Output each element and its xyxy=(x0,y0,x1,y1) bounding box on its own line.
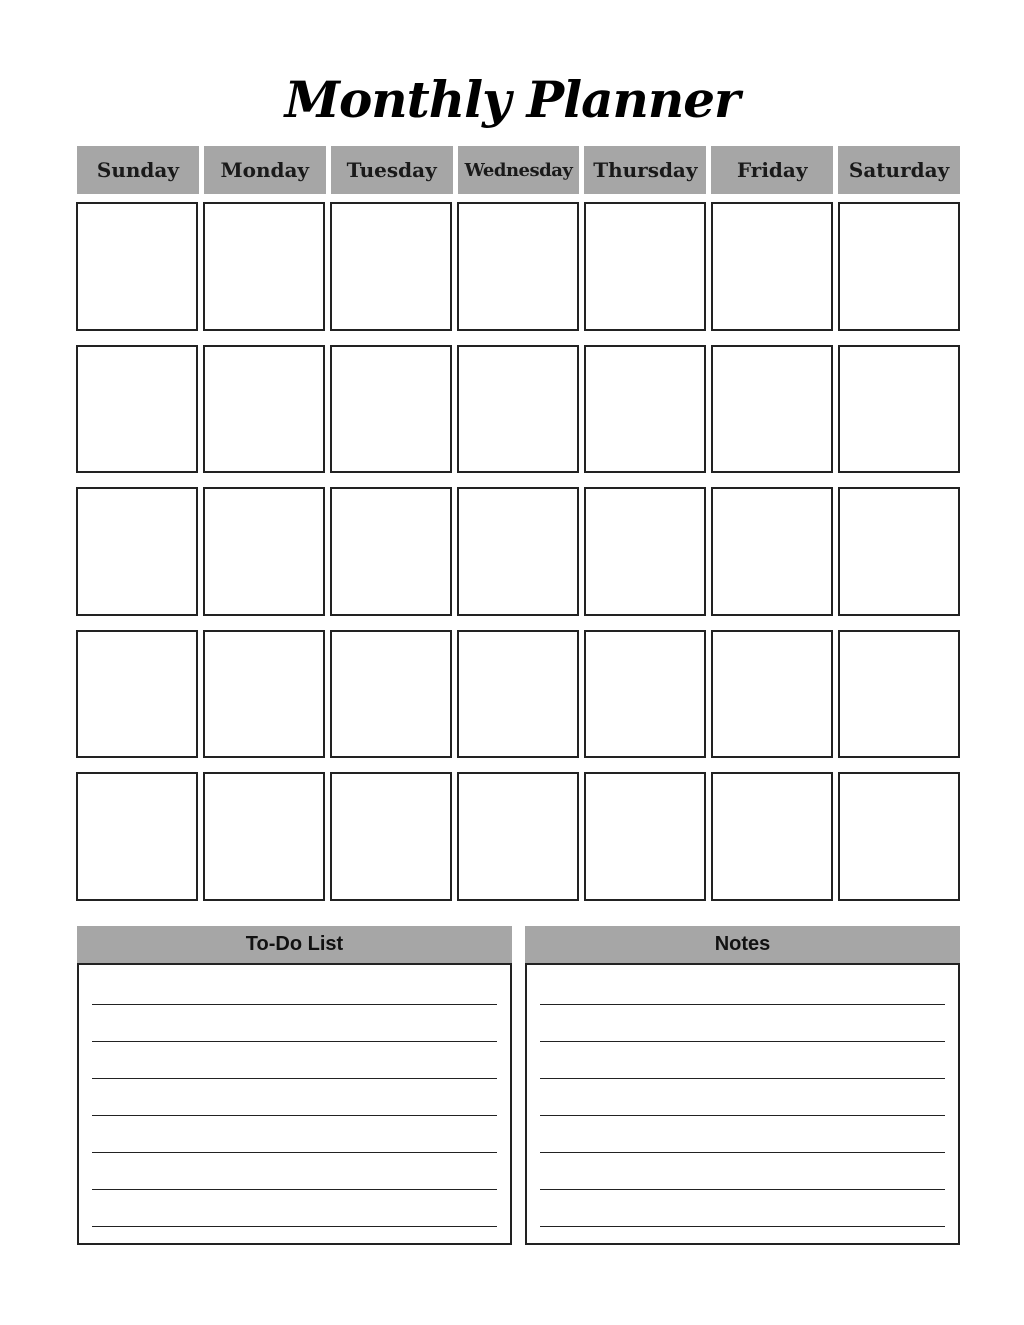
calendar-day-cell[interactable] xyxy=(203,487,325,616)
todo-panel xyxy=(77,926,512,1245)
notes-writing-line xyxy=(540,1078,945,1079)
calendar-day-cell[interactable] xyxy=(457,630,579,759)
notes-writing-line xyxy=(540,1004,945,1005)
page-title: Monthly Planner xyxy=(284,70,740,129)
weekday-header-thursday: Thursday xyxy=(584,146,706,194)
calendar-day-cell[interactable] xyxy=(584,630,706,759)
weekday-header-row xyxy=(77,146,960,194)
calendar-day-cell[interactable] xyxy=(457,772,579,901)
todo-writing-line xyxy=(92,1115,497,1116)
calendar-day-cell[interactable] xyxy=(711,487,833,616)
weekday-header-monday: Monday xyxy=(204,146,326,194)
notes-writing-line xyxy=(540,1152,945,1153)
notes-writing-line xyxy=(540,1226,945,1227)
calendar-day-cell[interactable] xyxy=(838,345,960,474)
calendar-day-cell[interactable] xyxy=(330,345,452,474)
calendar-day-cell[interactable] xyxy=(838,630,960,759)
calendar-day-cell[interactable] xyxy=(76,202,198,331)
calendar-grid xyxy=(76,202,960,901)
calendar-day-cell[interactable] xyxy=(584,772,706,901)
calendar-day-cell[interactable] xyxy=(457,487,579,616)
calendar-day-cell[interactable] xyxy=(711,772,833,901)
calendar-day-cell[interactable] xyxy=(330,487,452,616)
calendar-day-cell[interactable] xyxy=(711,345,833,474)
calendar-day-cell[interactable] xyxy=(76,772,198,901)
calendar-day-cell[interactable] xyxy=(203,630,325,759)
notes-panel xyxy=(525,926,960,1245)
calendar-day-cell[interactable] xyxy=(584,202,706,331)
todo-writing-line xyxy=(92,1152,497,1153)
todo-header: To-Do List xyxy=(77,926,512,963)
calendar-day-cell[interactable] xyxy=(203,345,325,474)
todo-writing-line xyxy=(92,1189,497,1190)
todo-writing-line xyxy=(92,1078,497,1079)
weekday-header-tuesday: Tuesday xyxy=(331,146,453,194)
todo-writing-line xyxy=(92,1041,497,1042)
calendar-day-cell[interactable] xyxy=(76,487,198,616)
calendar-day-cell[interactable] xyxy=(203,772,325,901)
calendar-day-cell[interactable] xyxy=(838,487,960,616)
calendar-day-cell[interactable] xyxy=(838,202,960,331)
weekday-header-friday: Friday xyxy=(711,146,833,194)
notes-writing-line xyxy=(540,1115,945,1116)
calendar-day-cell[interactable] xyxy=(330,202,452,331)
calendar-day-cell[interactable] xyxy=(838,772,960,901)
calendar-day-cell[interactable] xyxy=(584,487,706,616)
notes-header: Notes xyxy=(525,926,960,963)
calendar-day-cell[interactable] xyxy=(457,202,579,331)
todo-lines-area[interactable] xyxy=(77,963,512,1245)
weekday-header-sunday: Sunday xyxy=(77,146,199,194)
notes-writing-line xyxy=(540,1041,945,1042)
calendar-day-cell[interactable] xyxy=(76,630,198,759)
calendar-day-cell[interactable] xyxy=(711,202,833,331)
calendar-day-cell[interactable] xyxy=(711,630,833,759)
calendar-day-cell[interactable] xyxy=(330,772,452,901)
calendar-day-cell[interactable] xyxy=(584,345,706,474)
calendar-day-cell[interactable] xyxy=(203,202,325,331)
calendar-day-cell[interactable] xyxy=(457,345,579,474)
weekday-header-wednesday: Wednesday xyxy=(458,146,580,194)
todo-writing-line xyxy=(92,1226,497,1227)
notes-lines-area[interactable] xyxy=(525,963,960,1245)
notes-writing-line xyxy=(540,1189,945,1190)
weekday-header-saturday: Saturday xyxy=(838,146,960,194)
calendar-day-cell[interactable] xyxy=(330,630,452,759)
todo-writing-line xyxy=(92,1004,497,1005)
calendar-day-cell[interactable] xyxy=(76,345,198,474)
